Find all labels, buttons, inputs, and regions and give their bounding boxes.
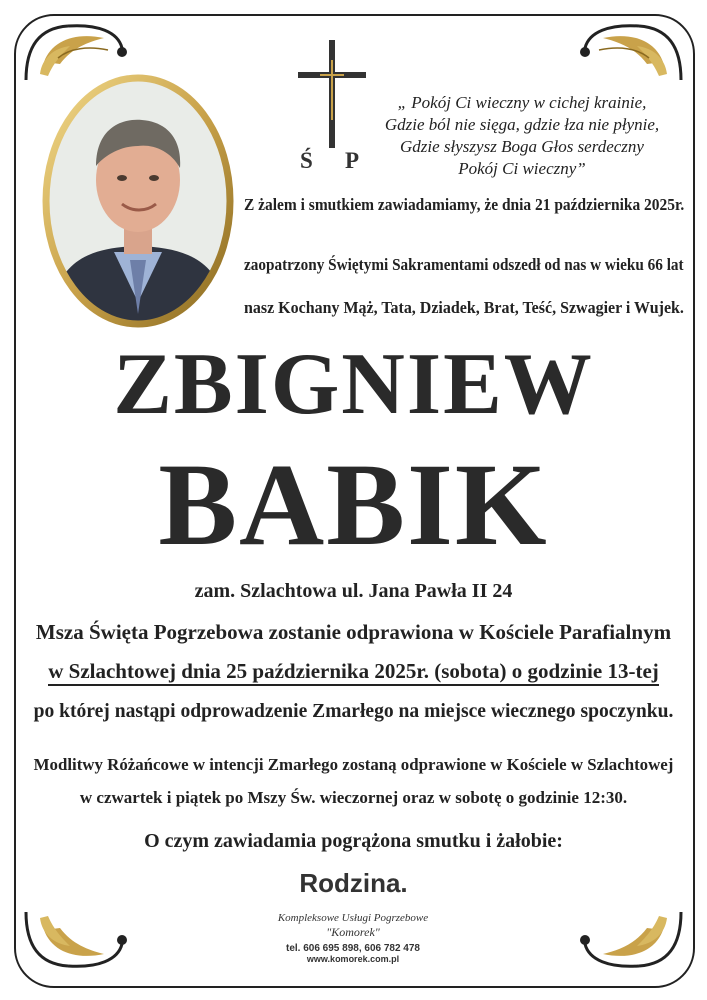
intro-line: nasz Kochany Mąż, Tata, Dziadek, Brat, Teść, Szwagier i Wujek. bbox=[244, 298, 684, 317]
funeral-home-phone: tel. 606 695 898, 606 782 478 bbox=[285, 943, 420, 954]
poem-line: Pokój Ci wieczny” bbox=[458, 159, 586, 178]
sp-letter-p: P bbox=[345, 148, 360, 173]
family-signature: Rodzina. bbox=[299, 868, 408, 898]
closing-notice: O czym zawiadamia pogrążona smutku i żałobie: bbox=[144, 830, 563, 852]
intro-line: zaopatrzony Świętymi Sakramentami odszedł od nas w wieku 66 lat bbox=[244, 255, 684, 274]
funeral-home-info bbox=[228, 912, 478, 974]
intro-line: Z żalem i smutkiem zawiadamiamy, że dnia 21 października 2025r. bbox=[244, 195, 685, 214]
last-name: BABIK bbox=[158, 439, 549, 570]
poem-line: Gdzie słyszysz Boga Głos serdeczny bbox=[400, 137, 644, 156]
mass-line-underlined bbox=[0, 659, 707, 684]
mass-date: w Szlachtowej dnia 25 października 2025r. (sobota) o godzinie 13-tej bbox=[48, 659, 659, 686]
funeral-home-service: Kompleksowe Usługi Pogrzebowe bbox=[277, 912, 429, 924]
ornament-icon bbox=[579, 904, 689, 974]
funeral-home-website[interactable]: www.komorek.com.pl bbox=[306, 954, 400, 964]
sp-letter-s: Ś bbox=[300, 148, 313, 173]
address: zam. Szlachtowa ul. Jana Pawła II 24 bbox=[194, 580, 513, 602]
poem-line: „ Pokój Ci wieczny w cichej krainie, bbox=[397, 93, 647, 112]
portrait-photo bbox=[38, 70, 238, 332]
mass-line: po której nastąpi odprowadzenie Zmarłego na miejsce wiecznego spoczynku. bbox=[33, 700, 674, 722]
poem bbox=[352, 92, 692, 180]
funeral-home-name: "Komorek" bbox=[326, 925, 380, 939]
ornament-icon bbox=[18, 904, 128, 974]
mass-line: Msza Święta Pogrzebowa zostanie odprawiona w Kościele Parafialnym bbox=[35, 620, 672, 644]
prayer-line: Modlitwy Różańcowe w intencji Zmarłego zostaną odprawione w Kościele w Szlachtowej bbox=[33, 755, 674, 774]
ornament-icon bbox=[579, 18, 689, 88]
prayer-line: w czwartek i piątek po Mszy Św. wieczornej oraz w sobotę o godzinie 12:30. bbox=[79, 788, 628, 807]
first-name: ZBIGNIEW bbox=[113, 336, 594, 433]
poem-line: Gdzie ból nie sięga, gdzie łza nie płynie, bbox=[384, 115, 660, 134]
